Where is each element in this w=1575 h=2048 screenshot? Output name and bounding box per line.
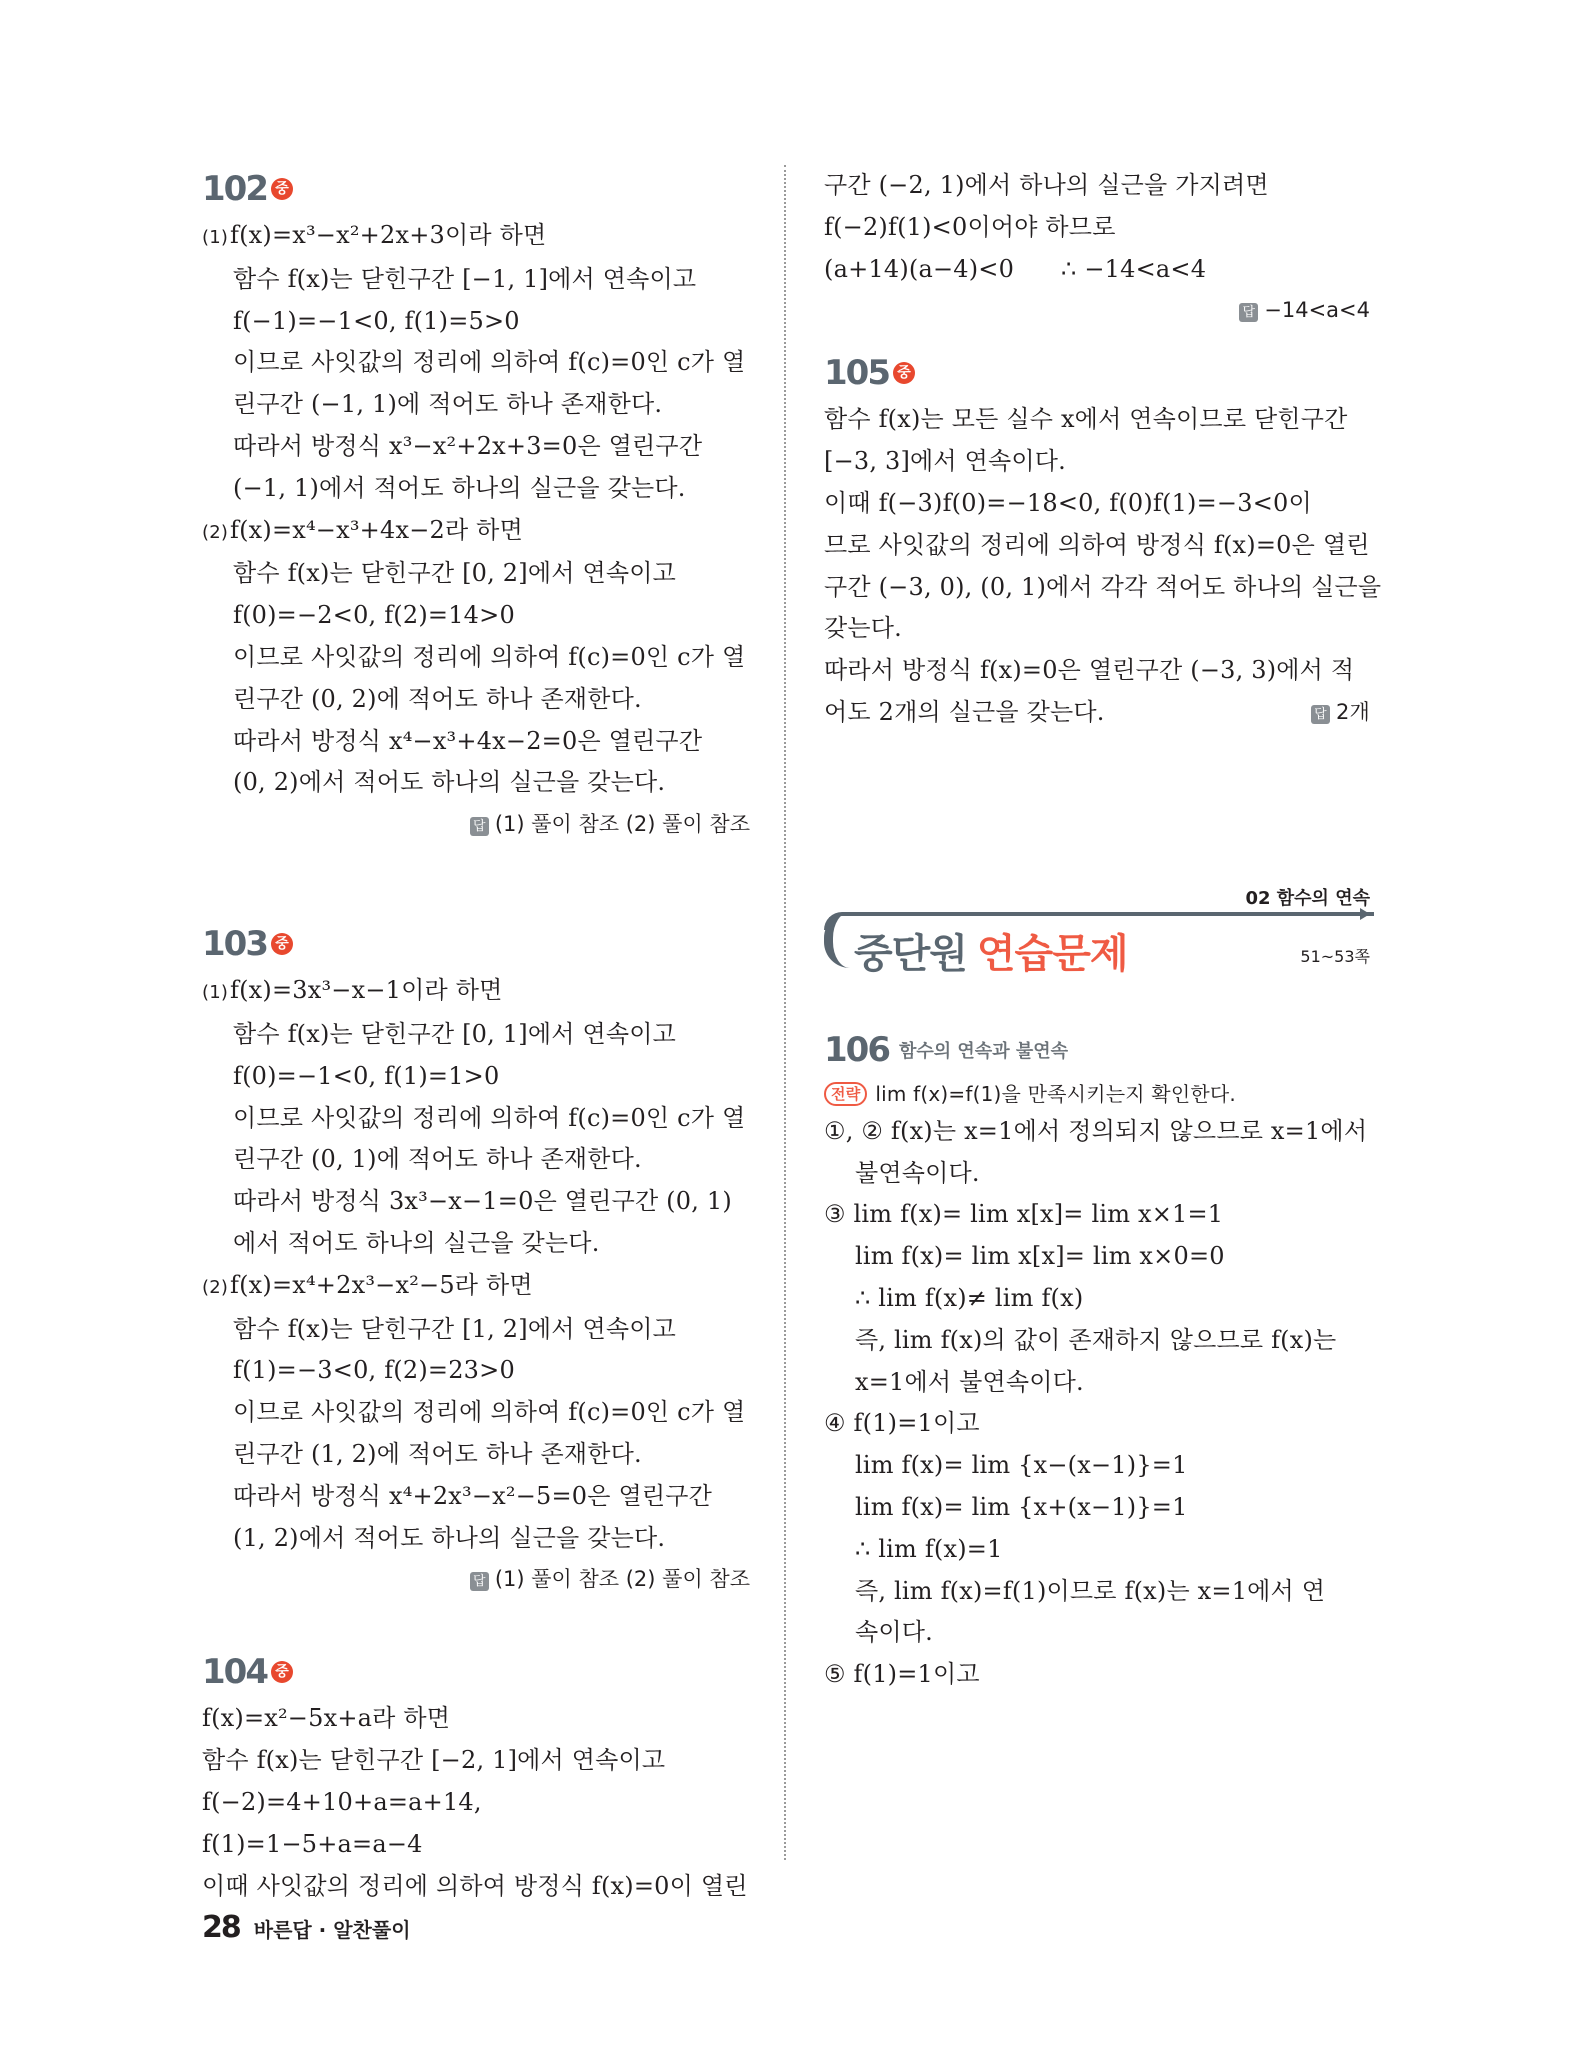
header-bar-arrow xyxy=(1360,908,1370,920)
answer xyxy=(202,804,750,845)
solution-line: ∴ lim f(x)≠ lim f(x) xyxy=(855,1283,1084,1312)
solution-line: lim f(x)= lim {x−(x−1)}=1 xyxy=(855,1451,1188,1480)
solution-line: 함수 f(x)는 닫힌구간 [−1, 1]에서 연속이고 xyxy=(233,264,697,293)
solution-line: 따라서 방정식 x³−x²+2x+3=0은 열린구간 xyxy=(233,431,703,460)
solution-line: f(0)=−1<0, f(1)=1>0 xyxy=(233,1061,500,1090)
solution-line: [−3, 3]에서 연속이다. xyxy=(824,447,1066,476)
page-number: 28 xyxy=(202,1910,240,1945)
solution-line: 린구간 (−1, 1)에 적어도 하나 존재한다. xyxy=(233,390,663,419)
solution-line: (−1, 1)에서 적어도 하나의 실근을 갖는다. xyxy=(233,473,686,502)
answer-text: 2개 xyxy=(1335,699,1370,724)
solution-line: 구간 (−3, 0), (0, 1)에서 각각 적어도 하나의 실근을 xyxy=(824,572,1382,601)
solution-line: lim f(x)= lim {x+(x−1)}=1 xyxy=(855,1492,1188,1521)
solution-line: 이므로 사잇값의 정리에 의하여 f(c)=0인 c가 열 xyxy=(233,1103,746,1132)
part-marker: (1) xyxy=(202,982,229,1004)
section-title-a: 중단원 xyxy=(854,930,967,977)
solution-line: f(x)=x⁴−x³+4x−2라 하면 xyxy=(230,515,523,544)
solution-line: ∴ lim f(x)=1 xyxy=(855,1534,1003,1563)
solution-line: lim f(x)= lim x[x]= lim x×0=0 xyxy=(855,1242,1225,1271)
difficulty-badge: 중 xyxy=(893,362,915,384)
problem-104-continued xyxy=(824,165,1370,331)
difficulty-badge: 중 xyxy=(271,933,293,955)
answer-icon: 답 xyxy=(1311,705,1330,724)
solution-line: 속이다. xyxy=(855,1618,933,1647)
problem-104 xyxy=(202,1648,750,1907)
problem-number: 106 xyxy=(824,1029,889,1070)
solution-line: f(−2)f(1)<0이어야 하므로 xyxy=(824,212,1116,241)
solution-line: f(x)=x²−5x+a라 하면 xyxy=(202,1704,451,1733)
solution-line: 함수 f(x)는 닫힌구간 [0, 2]에서 연속이고 xyxy=(233,559,676,588)
solution-line: f(−1)=−1<0, f(1)=5>0 xyxy=(233,306,520,335)
column-divider xyxy=(784,165,786,1860)
solution-line: 불연속이다. xyxy=(855,1158,980,1187)
difficulty-badge: 중 xyxy=(271,178,293,200)
solution-line: 므로 사잇값의 정리에 의하여 방정식 f(x)=0은 열린 xyxy=(824,530,1370,559)
part-marker: (2) xyxy=(202,521,229,543)
page-footer xyxy=(202,1910,411,1945)
answer-text: (1) 풀이 참조 (2) 풀이 참조 xyxy=(494,812,750,837)
problem-106 xyxy=(824,1026,1370,1696)
solution-line: ①, ② f(x)는 x=1에서 정의되지 않으므로 x=1에서 xyxy=(824,1116,1368,1145)
solution-line: 함수 f(x)는 닫힌구간 [1, 2]에서 연속이고 xyxy=(233,1314,676,1343)
solution-line: f(−2)=4+10+a=a+14, xyxy=(202,1787,482,1816)
problem-number: 103 xyxy=(202,924,267,965)
difficulty-badge: 중 xyxy=(271,1661,293,1683)
solution-line: ④ f(1)=1이고 xyxy=(824,1409,980,1438)
part-marker: (2) xyxy=(202,1276,229,1298)
section-title-b: 연습문제 xyxy=(976,930,1128,977)
solution-line: ⑤ f(1)=1이고 xyxy=(824,1660,980,1689)
section-title xyxy=(854,922,1127,979)
left-column xyxy=(202,165,750,1907)
solution-line: f(x)=x⁴+2x³−x²−5라 하면 xyxy=(230,1270,533,1299)
solution-line: 린구간 (1, 2)에 적어도 하나 존재한다. xyxy=(233,1439,642,1468)
solution-line: 린구간 (0, 2)에 적어도 하나 존재한다. xyxy=(233,684,642,713)
answer xyxy=(1311,692,1370,734)
solution-line: 따라서 방정식 x⁴−x³+4x−2=0은 열린구간 xyxy=(233,726,703,755)
solution-line: 이때 f(−3)f(0)=−18<0, f(0)f(1)=−3<0이 xyxy=(824,488,1312,517)
solution-line: 따라서 방정식 f(x)=0은 열린구간 (−3, 3)에서 적 xyxy=(824,656,1355,685)
answer xyxy=(824,290,1370,331)
solution-line: 함수 f(x)는 닫힌구간 [−2, 1]에서 연속이고 xyxy=(202,1746,666,1775)
solution-line: 린구간 (0, 1)에 적어도 하나 존재한다. xyxy=(233,1145,642,1174)
solution-line: 따라서 방정식 3x³−x−1=0은 열린구간 (0, 1) xyxy=(233,1187,732,1216)
problem-102 xyxy=(202,165,750,845)
solution-line: f(x)=x³−x²+2x+3이라 하면 xyxy=(230,221,547,249)
solution-line: x=1에서 불연속이다. xyxy=(855,1367,1084,1396)
solution-line: 갖는다. xyxy=(824,614,902,643)
part-marker: (1) xyxy=(202,227,229,248)
answer-text: −14<a<4 xyxy=(1264,298,1370,323)
problem-number: 104 xyxy=(202,1652,267,1693)
solution-line: (a+14)(a−4)<0 ∴ −14<a<4 xyxy=(824,254,1207,283)
solution-line: ③ lim f(x)= lim x[x]= lim x×1=1 xyxy=(824,1200,1224,1229)
solution-line: 이므로 사잇값의 정리에 의하여 f(c)=0인 c가 열 xyxy=(233,1398,746,1427)
solution-line: 함수 f(x)는 닫힌구간 [0, 1]에서 연속이고 xyxy=(233,1019,676,1048)
strategy-tag: 전략 xyxy=(824,1082,867,1106)
solution-line: 구간 (−2, 1)에서 하나의 실근을 가지려면 xyxy=(824,171,1269,199)
problem-topic: 함수의 연속과 불연속 xyxy=(898,1040,1069,1062)
problem-number: 102 xyxy=(202,169,267,209)
strategy-text: lim f(x)=f(1)을 만족시키는지 확인한다. xyxy=(875,1081,1236,1106)
solution-line: 함수 f(x)는 모든 실수 x에서 연속이므로 닫힌구간 xyxy=(824,405,1348,434)
solution-line: 즉, lim f(x)=f(1)이므로 f(x)는 x=1에서 연 xyxy=(855,1576,1326,1605)
chapter-header xyxy=(824,884,1370,1018)
problem-105 xyxy=(824,349,1382,733)
solution-line: f(0)=−2<0, f(2)=14>0 xyxy=(233,601,515,630)
answer-text: (1) 풀이 참조 (2) 풀이 참조 xyxy=(494,1567,750,1592)
answer-icon: 답 xyxy=(470,817,489,836)
solution-line: 어도 2개의 실근을 갖는다. xyxy=(824,697,1105,726)
problem-number: 105 xyxy=(824,353,889,394)
right-column xyxy=(824,165,1382,1696)
solution-line: 에서 적어도 하나의 실근을 갖는다. xyxy=(233,1228,600,1257)
problem-103 xyxy=(202,920,750,1600)
solution-line: 따라서 방정식 x⁴+2x³−x²−5=0은 열린구간 xyxy=(233,1481,713,1510)
solution-line: 이므로 사잇값의 정리에 의하여 f(c)=0인 c가 열 xyxy=(233,348,746,377)
answer-icon: 답 xyxy=(470,1572,489,1591)
solution-line: 이때 사잇값의 정리에 의하여 방정식 f(x)=0이 열린 xyxy=(202,1871,748,1900)
chapter-label: 02 함수의 연속 xyxy=(1245,887,1370,909)
solution-line: f(x)=3x³−x−1이라 하면 xyxy=(230,976,503,1005)
solution-line: (1, 2)에서 적어도 하나의 실근을 갖는다. xyxy=(233,1523,666,1552)
solution-line: (0, 2)에서 적어도 하나의 실근을 갖는다. xyxy=(233,768,666,797)
solution-line: 즉, lim f(x)의 값이 존재하지 않으므로 f(x)는 xyxy=(855,1325,1337,1354)
answer-icon: 답 xyxy=(1239,303,1258,322)
book-title: 바른답 · 알찬풀이 xyxy=(253,1918,411,1942)
page-range: 51~53쪽 xyxy=(1300,946,1370,966)
solution-line: f(1)=−3<0, f(2)=23>0 xyxy=(233,1356,515,1385)
answer xyxy=(202,1559,750,1600)
solution-line: 이므로 사잇값의 정리에 의하여 f(c)=0인 c가 열 xyxy=(233,642,746,671)
solution-line: f(1)=1−5+a=a−4 xyxy=(202,1829,423,1858)
